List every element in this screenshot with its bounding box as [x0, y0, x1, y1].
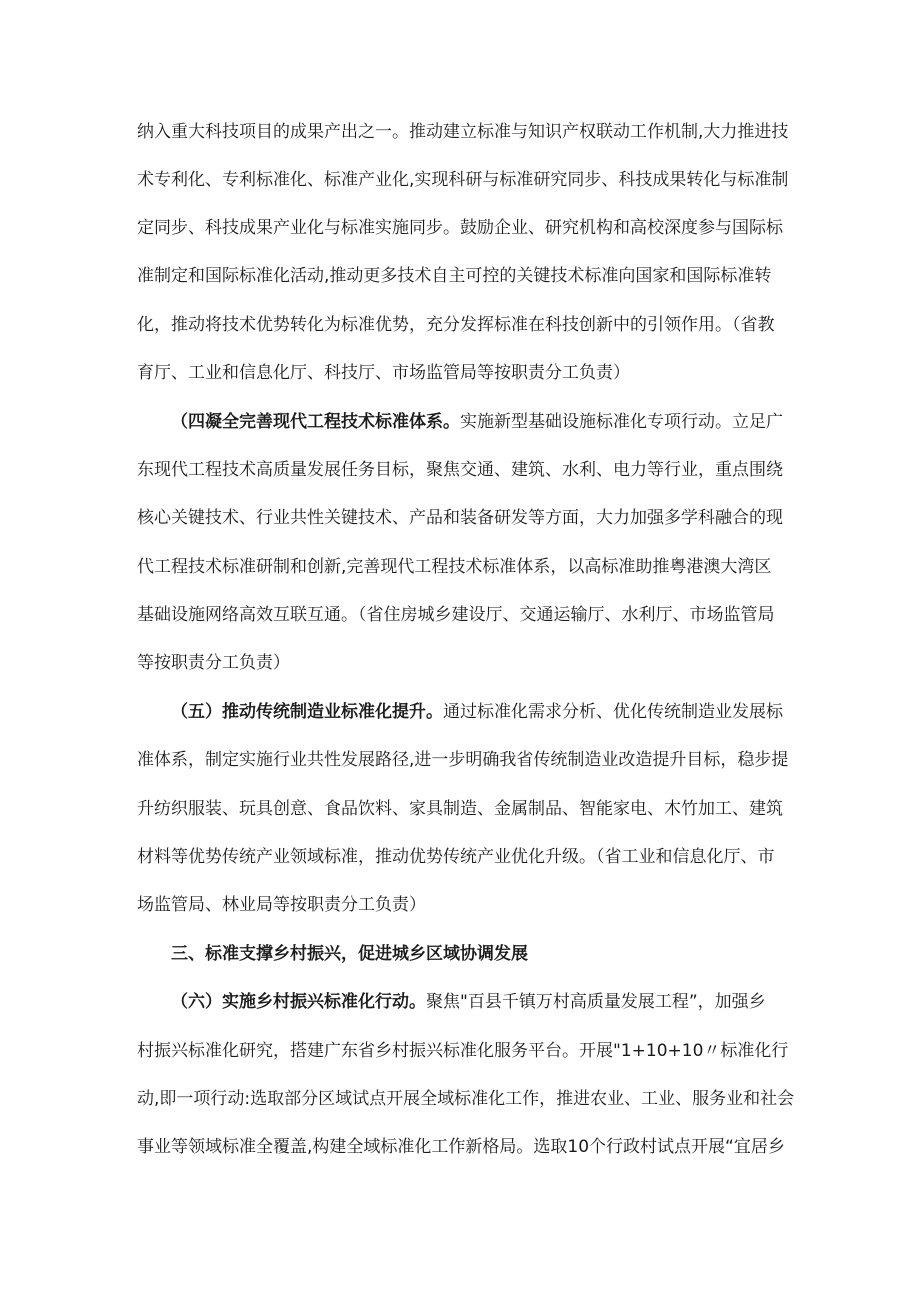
paragraph-line: 纳入重大科技项目的成果产出之一。推动建立标准与知识产权联动工作机制,大力推进技 [137, 122, 789, 142]
section-heading [171, 940, 797, 968]
paragraph-line: 升纺织服装、玩具创意、食品饮料、家具制造、金属制品、智能家电、木竹加工、建筑 [137, 799, 783, 819]
paragraph-text: 实施新型基础设施标准化专项行动。立足广 [460, 412, 783, 432]
paragraph-line: 基础设施网络高效互联互通。（省住房城乡建设厅、交通运输厅、水利厅、市场监管局 [137, 605, 775, 625]
paragraph-line: 准体系，制定实施行业共性发展路径,进一步明确我省传统制造业改造提升目标，稳步提 [137, 750, 789, 770]
paragraph-line: 核心关键技术、行业共性关键技术、产品和装备研发等方面，大力加强多学科融合的现 [137, 508, 783, 528]
paragraph-line: 代工程技术标准研制和创新,完善现代工程技术标准体系，以高标准助推粤港澳大湾区 [137, 557, 772, 577]
paragraph-line: 东现代工程技术高质量发展任务目标，聚焦交通、建筑、水利、电力等行业，重点围绕 [137, 460, 783, 480]
section-heading-5: （五）推动传统制造业标准化提升。 [171, 702, 443, 722]
paragraph-line [171, 698, 797, 726]
paragraph-line: 育厅、工业和信息化厅、科技厅、市场监管局等按职责分工负责） [137, 363, 630, 383]
paragraph-line: 化，推动将技术优势转化为标准优势，充分发挥标准在科技创新中的引领作用。（省教 [137, 315, 775, 335]
paragraph-line: 等按职责分工负责） [137, 653, 290, 673]
paragraph-line: 事业等领域标准全覆盖,构建全域标准化工作新格局。选取10个行政村试点开展“宜居乡 [137, 1137, 785, 1157]
paragraph-line: 术专利化、专利标准化、标准产业化,实现科研与标准研究同步、科技成果转化与标准制 [137, 170, 789, 190]
paragraph-line [171, 408, 797, 436]
paragraph-line: 动,即一项行动:选取部分区域试点开展全域标准化工作，推进农业、工业、服务业和社会 [137, 1089, 795, 1109]
section-heading-3: 三、标准支撑乡村振兴，促进城乡区域协调发展 [171, 944, 528, 964]
paragraph-line [171, 988, 797, 1016]
paragraph-text: 聚焦"百县千镇万村高质量发展工程”，加强乡 [426, 992, 766, 1012]
paragraph-text: 通过标准化需求分析、优化传统制造业发展标 [443, 702, 783, 722]
paragraph-line: 材料等优势传统产业领域标准，推动优势传统产业优化升级。（省工业和信息化厅、市 [137, 847, 775, 867]
paragraph-line: 定同步、科技成果产业化与标准实施同步。鼓励企业、研究机构和高校深度参与国际标 [137, 218, 783, 238]
paragraph-line: 村振兴标准化研究，搭建广东省乡村振兴标准化服务平台。开展"1+10+10〃标准化行 [137, 1041, 789, 1061]
section-heading-4: （四凝全完善现代工程技术标准体系。 [171, 412, 460, 432]
section-heading-6: （六）实施乡村振兴标准化行动。 [171, 992, 426, 1012]
paragraph-line: 准制定和国际标准化活动,推动更多技术自主可控的关键技术标准向国家和国际标准转 [137, 266, 772, 286]
paragraph-line: 场监管局、林业局等按职责分工负责） [137, 895, 426, 915]
